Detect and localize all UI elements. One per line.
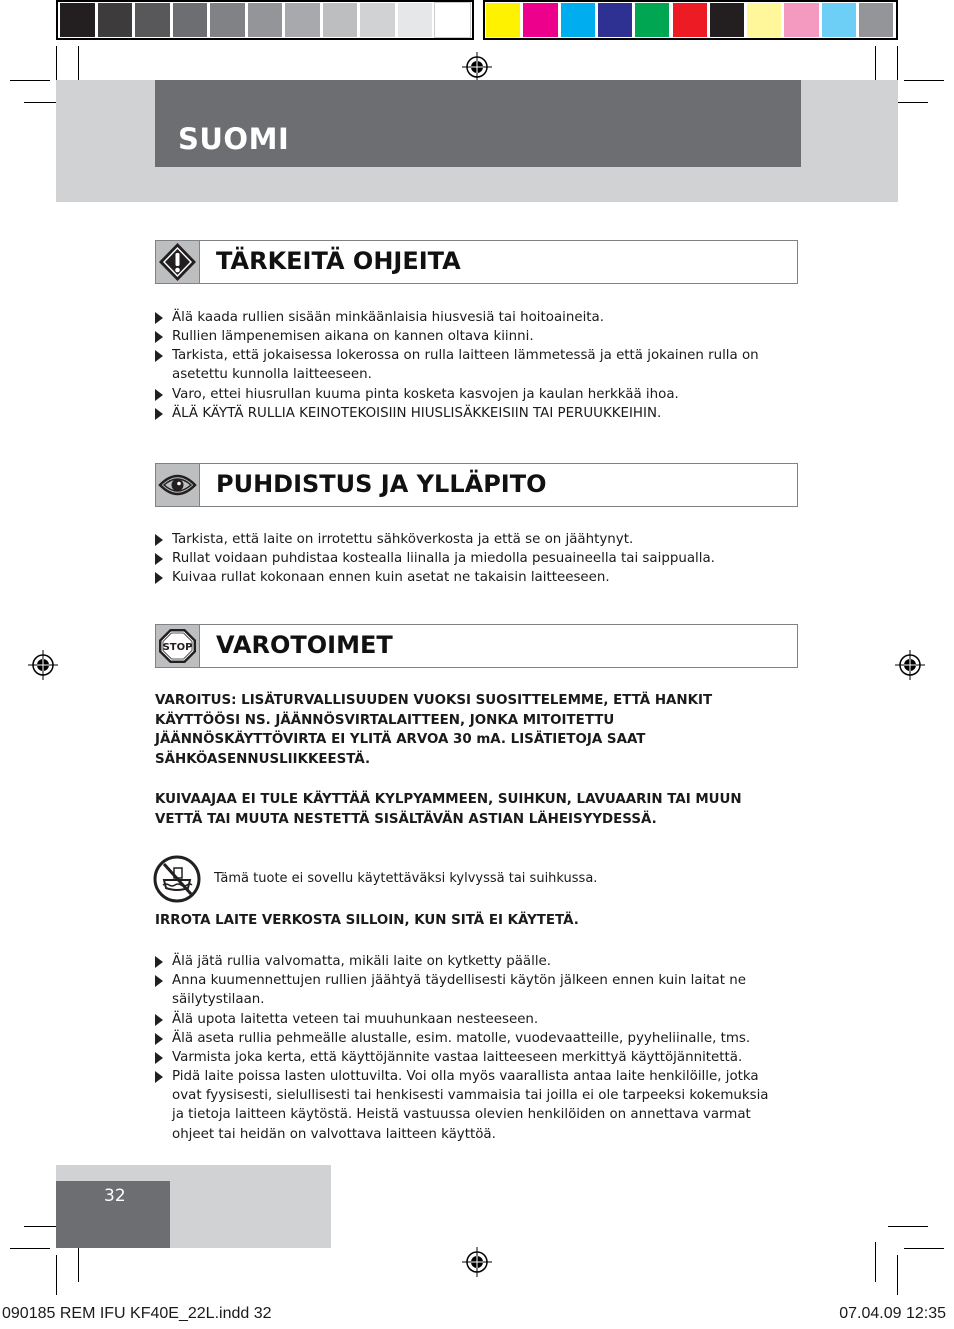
color-swatch bbox=[822, 3, 856, 37]
list-item: Rullien lämpenemisen aikana on kannen oltava kiinni. bbox=[155, 327, 772, 346]
color-swatch bbox=[323, 3, 358, 37]
color-swatch bbox=[486, 3, 520, 37]
color-swatch bbox=[210, 3, 245, 37]
list-item: Tarkista, että jokaisessa lokerossa on rulla laitteen lämmetessä ja että jokainen rulla on asetettu kunnolla laitteeseen. bbox=[155, 346, 772, 384]
list-item: Anna kuumennettujen rullien jäähtyä täydellisesti käytön jälkeen ennen kuin laitat ne säilytystilaan. bbox=[155, 971, 762, 1009]
registration-mark-icon bbox=[28, 650, 58, 680]
stop-sign-icon bbox=[156, 625, 200, 667]
color-swatch bbox=[859, 3, 893, 37]
list-item: Älä aseta rullia pehmeälle alustalle, esim. matolle, vuodevaatteille, pyyheliinalle, tms. bbox=[155, 1029, 772, 1048]
color-swatch bbox=[135, 3, 170, 37]
color-swatch bbox=[173, 3, 208, 37]
section-header-cleaning bbox=[155, 463, 798, 507]
arrow-bullet-icon bbox=[155, 1014, 163, 1026]
color-swatch bbox=[523, 3, 557, 37]
color-swatch bbox=[598, 3, 632, 37]
list-item: Tarkista, että laite on irrotettu sähköverkosta ja että se on jäähtynyt. bbox=[155, 530, 772, 549]
color-swatch bbox=[561, 3, 595, 37]
arrow-bullet-icon bbox=[155, 331, 163, 343]
arrow-bullet-icon bbox=[155, 1071, 163, 1083]
registration-mark-icon bbox=[462, 52, 492, 82]
section-title: VAROTOIMET bbox=[216, 631, 393, 659]
list-item: Älä kaada rullien sisään minkäänlaisia hiusvesiä tai hoitoaineita. bbox=[155, 308, 772, 327]
color-swatch bbox=[248, 3, 283, 37]
list-item: Varo, ettei hiusrullan kuuma pinta kosketa kasvojen ja kaulan herkkää ihoa. bbox=[155, 385, 772, 404]
section-header-important bbox=[155, 240, 798, 284]
section-header-cautions bbox=[155, 624, 798, 668]
arrow-bullet-icon bbox=[155, 389, 163, 401]
eye-icon bbox=[156, 464, 200, 506]
list-item: Varmista joka kerta, että käyttöjännite vastaa laitteeseen merkittyä käyttöjännitettä. bbox=[155, 1048, 772, 1067]
arrow-bullet-icon bbox=[155, 956, 163, 968]
unplug-warning: IRROTA LAITE VERKOSTA SILLOIN, KUN SITÄ EI KÄYTETÄ. bbox=[155, 913, 579, 928]
section-title: TÄRKEITÄ OHJEITA bbox=[216, 247, 461, 275]
list-item: Rullat voidaan puhdistaa kostealla liinalla ja miedolla pesuaineella tai saippualla. bbox=[155, 549, 772, 568]
svg-text:STOP: STOP bbox=[162, 642, 193, 653]
arrow-bullet-icon bbox=[155, 534, 163, 546]
color-swatch bbox=[784, 3, 818, 37]
color-swatch bbox=[285, 3, 320, 37]
timestamp: 07.04.09 12:35 bbox=[839, 1305, 946, 1322]
registration-mark-icon bbox=[895, 650, 925, 680]
no-bath-icon bbox=[152, 854, 202, 904]
list-item: Älä jätä rullia valvomatta, mikäli laite on kytketty päälle. bbox=[155, 952, 772, 971]
list-item: Älä upota laitetta veteen tai muuhunkaan nesteeseen. bbox=[155, 1010, 772, 1029]
color-swatch bbox=[710, 3, 744, 37]
arrow-bullet-icon bbox=[155, 572, 163, 584]
arrow-bullet-icon bbox=[155, 975, 163, 987]
color-swatch bbox=[360, 3, 395, 37]
list-item: ÄLÄ KÄYTÄ RULLIA KEINOTEKOISIIN HIUSLISÄKKEISIIN TAI PERUUKKEIHIN. bbox=[155, 404, 772, 423]
arrow-bullet-icon bbox=[155, 1052, 163, 1064]
arrow-bullet-icon bbox=[155, 350, 163, 362]
list-item: Pidä laite poissa lasten ulottuvilta. Voi olla myös vaarallista antaa laite henkilöille, jotka ovat fyysisesti, sielullisesti tai henkisesti vammaisia tai joilla ei ole tarpeeksi kokemuksia ja tietoja laitteen käytöstä. Heistä vastuussa olevien henkilöiden on annettava varmat ohjeet tai heidän on valvottava laitteen käyttöä. bbox=[155, 1067, 772, 1144]
list-item: Kuivaa rullat kokonaan ennen kuin asetat ne takaisin laitteeseen. bbox=[155, 568, 772, 587]
bath-note: Tämä tuote ei sovellu käytettäväksi kylvyssä tai suihkussa. bbox=[214, 871, 598, 886]
registration-mark-icon bbox=[462, 1247, 492, 1277]
water-warning: KUIVAAJAA EI TULE KÄYTTÄÄ KYLPYAMMEEN, SUIHKUN, LAVUAARIN TAI MUUN VETTÄ TAI MUUTA NESTETTÄ SISÄLTÄVÄN ASTIAN LÄHEISYYDESSÄ. bbox=[155, 792, 742, 827]
warning-icon bbox=[156, 241, 200, 283]
color-swatch bbox=[98, 3, 133, 37]
page-number: 32 bbox=[104, 1186, 126, 1206]
arrow-bullet-icon bbox=[155, 553, 163, 565]
color-swatch bbox=[398, 3, 433, 37]
arrow-bullet-icon bbox=[155, 312, 163, 324]
file-name: 090185 REM IFU KF40E_22L.indd 32 bbox=[2, 1305, 272, 1322]
arrow-bullet-icon bbox=[155, 1033, 163, 1045]
arrow-bullet-icon bbox=[155, 408, 163, 420]
color-swatch bbox=[435, 3, 470, 37]
color-swatch bbox=[635, 3, 669, 37]
color-swatch bbox=[60, 3, 95, 37]
color-swatch bbox=[673, 3, 707, 37]
rcd-warning: VAROITUS: LISÄTURVALLISUUDEN VUOKSI SUOSITTELEMME, ETTÄ HANKIT KÄYTTÖÖSI NS. JÄÄNNÖSVIRTALAITTEEN, JONKA MITOITETTU JÄÄNNÖSKÄYTTÖVIRTA EI YLITÄ ARVOA 30 mA. LISÄTIETOJA SAAT SÄHKÖASENNUSLIIKKEESTÄ. bbox=[155, 693, 713, 767]
section-title: PUHDISTUS JA YLLÄPITO bbox=[216, 470, 547, 498]
color-swatch bbox=[747, 3, 781, 37]
page-title: SUOMI bbox=[178, 122, 290, 156]
